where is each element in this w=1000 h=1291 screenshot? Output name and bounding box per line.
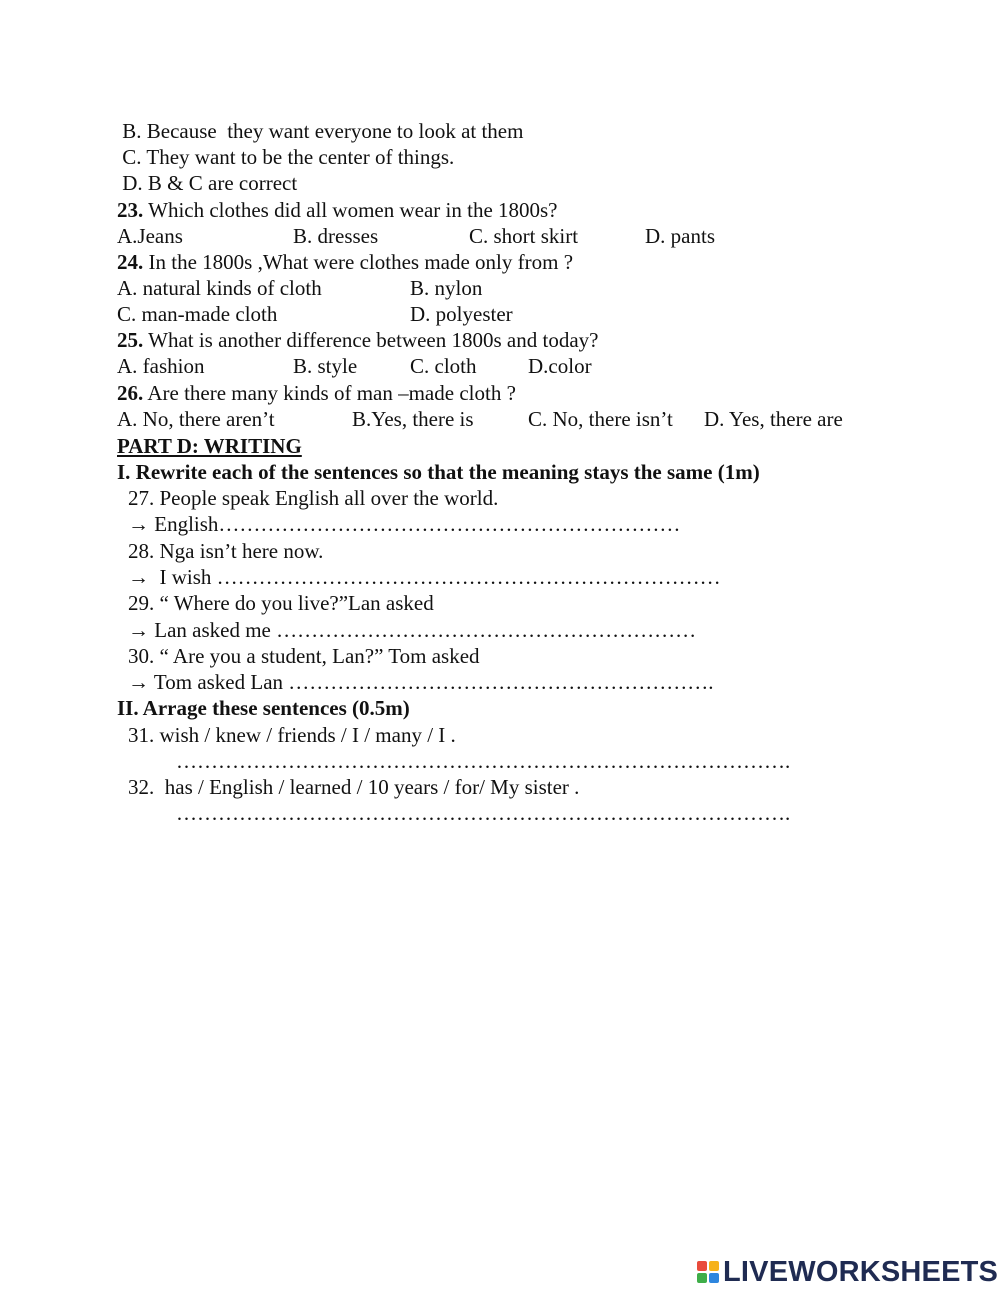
q24-option-c: C. man-made cloth <box>117 302 278 326</box>
q32-answer-line[interactable]: ……………………………………………………………………………. <box>176 801 791 825</box>
q23-option-c: C. short skirt <box>469 224 579 248</box>
q24-option-a: A. natural kinds of cloth <box>117 276 322 300</box>
q25-option-b: B. style <box>293 354 358 378</box>
q32-prompt: 32. has / English / learned / 10 years / for/ My sister . <box>128 775 580 799</box>
q30-answer-line[interactable]: → Tom asked Lan ……………………………………………………. <box>128 670 714 694</box>
q26-option-c: C. No, there isn’t <box>528 407 673 431</box>
q22-option-b: B. Because they want everyone to look at them <box>117 119 524 143</box>
q26-option-a: A. No, there aren’t <box>117 407 275 431</box>
q25-question <box>117 327 598 353</box>
q30-prompt: 30. “ Are you a student, Lan?” Tom asked <box>128 644 480 668</box>
part-d-title: PART D: WRITING <box>117 434 302 458</box>
brand-name: LIVEWORKSHEETS <box>723 1255 999 1288</box>
logo-square-1 <box>697 1261 707 1271</box>
q22-option-c: C. They want to be the center of things. <box>117 145 455 169</box>
q26-option-b: B.Yes, there is <box>352 407 474 431</box>
q23-text: Which clothes did all women wear in the 1800s? <box>143 198 558 222</box>
q25-number: 25. <box>117 328 144 352</box>
q26-text: Are there many kinds of man –made cloth ? <box>143 381 516 405</box>
logo-square-3 <box>697 1273 707 1283</box>
q23-number: 23. <box>117 198 144 222</box>
q31-answer-line[interactable]: ……………………………………………………………………………. <box>176 749 791 773</box>
q24-number: 24. <box>117 250 144 274</box>
logo-square-2 <box>709 1261 719 1271</box>
logo-square-4 <box>709 1273 719 1283</box>
q25-text: What is another difference between 1800s and today? <box>143 328 599 352</box>
logo-squares-icon <box>697 1261 719 1283</box>
section-2-title: II. Arrage these sentences (0.5m) <box>117 696 410 720</box>
q25-option-c: C. cloth <box>410 354 477 378</box>
q24-question <box>117 249 573 275</box>
q25-option-a: A. fashion <box>117 354 205 378</box>
q24-option-d: D. polyester <box>410 302 513 326</box>
q24-text: In the 1800s ,What were clothes made only from ? <box>143 250 574 274</box>
q23-question <box>117 197 558 223</box>
q23-option-b: B. dresses <box>293 224 379 248</box>
q28-prompt: 28. Nga isn’t here now. <box>128 539 324 563</box>
q29-prompt: 29. “ Where do you live?”Lan asked <box>128 591 434 615</box>
liveworksheets-logo <box>697 1255 998 1289</box>
q26-question <box>117 380 516 406</box>
q23-option-a: A.Jeans <box>117 224 183 248</box>
q24-option-b: B. nylon <box>410 276 483 300</box>
q31-prompt: 31. wish / knew / friends / I / many / I . <box>128 723 456 747</box>
q26-option-d: D. Yes, there are <box>704 407 843 431</box>
q25-option-d: D.color <box>528 354 592 378</box>
q27-answer-line[interactable]: → English………………………………………………………… <box>128 512 681 536</box>
q23-option-d: D. pants <box>645 224 715 248</box>
q26-number: 26. <box>117 381 144 405</box>
q28-answer-line[interactable]: → I wish ……………………………………………………………… <box>128 565 721 589</box>
q29-answer-line[interactable]: → Lan asked me …………………………………………………… <box>128 618 697 642</box>
q22-option-d: D. B & C are correct <box>117 171 298 195</box>
section-1-title: I. Rewrite each of the sentences so that the meaning stays the same (1m) <box>117 460 760 484</box>
q27-prompt: 27. People speak English all over the world. <box>128 486 499 510</box>
